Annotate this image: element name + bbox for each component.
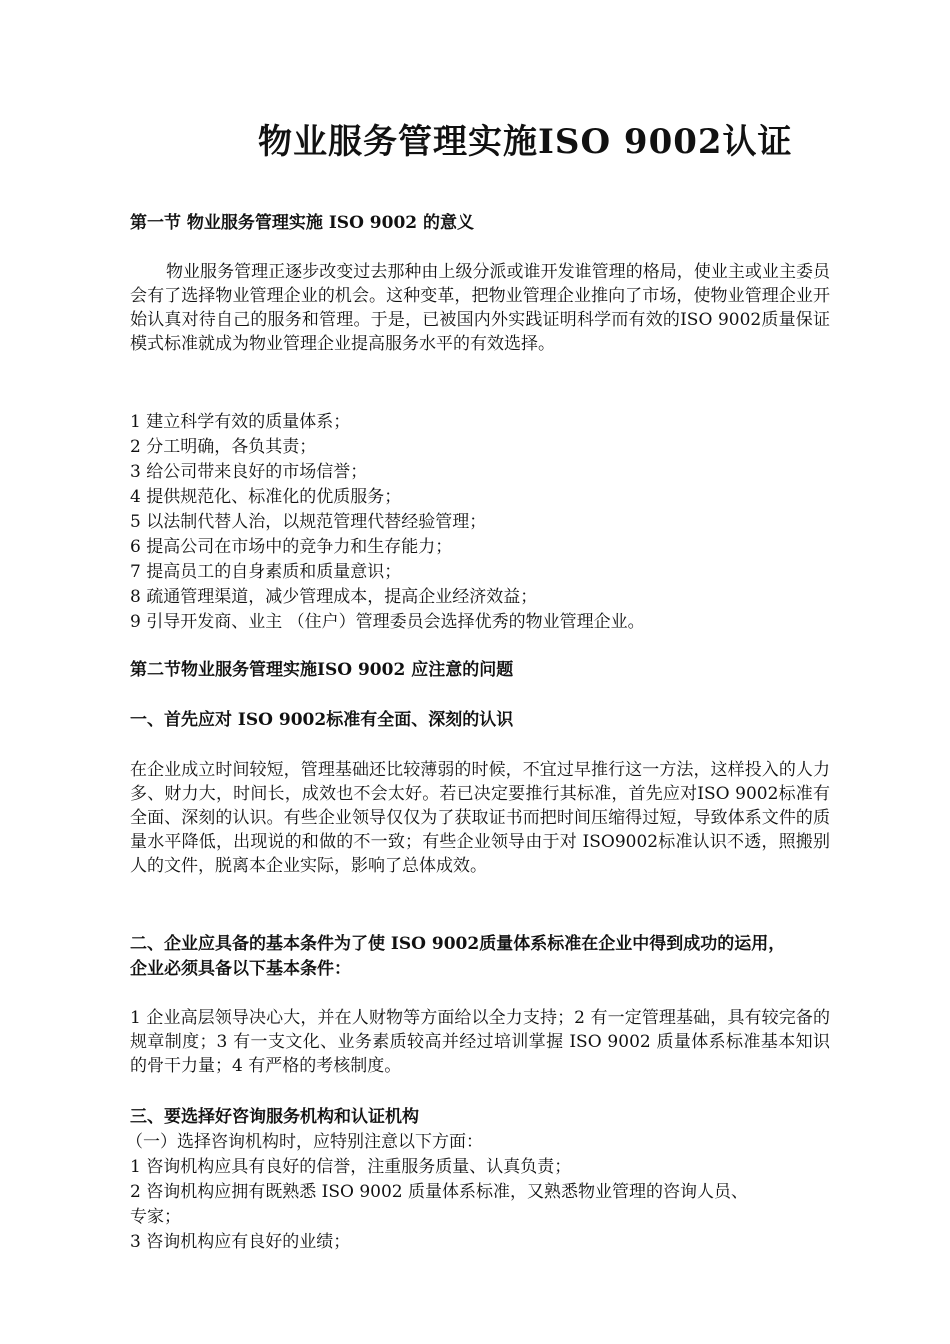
list-item: （一）选择咨询机构时，应特别注意以下方面： — [126, 1132, 483, 1152]
list-item: 1 咨询机构应具有良好的信誉，注重服务质量、认真负责； — [130, 1157, 572, 1177]
subsection2-text: 1 企业高层领导决心大，并在人财物等方面给以全力支持；2 有一定管理基础，具有较完备的规章制度；3 有一支文化、业务素质较高并经过培训掌握 ISO 9002 质量体系标准基本知识的骨干力量；4 有严格的考核制度。 — [130, 1008, 830, 1076]
list-item: 2 分工明确，各负其责； — [130, 437, 317, 457]
subsection3-heading: 三、要选择好咨询服务机构和认证机构 — [130, 1107, 419, 1127]
list-item: 6 提高公司在市场中的竞争力和生存能力； — [130, 537, 453, 557]
list-item: 专家； — [130, 1207, 181, 1227]
list-item: 1 建立科学有效的质量体系； — [130, 412, 351, 432]
subsection1-text: 在企业成立时间较短，管理基础还比较薄弱的时候，不宜过早推行这一方法，这样投入的人力多、财力大，时间长，成效也不会太好。若已决定要推行其标准，首先应对ISO 9002标准有全面、深刻的认识。有些企业领导仅仅为了获取证书而把时间压缩得过短，导致体系文件的质量水平降低，出现说的和做的不一致；有些企业领导由于对 ISO9002标准认识不透，照搬别人的文件，脱离本企业实际，影响了总体成效。 — [130, 760, 830, 876]
list-item: 3 咨询机构应有良好的业绩； — [130, 1232, 351, 1252]
list-item: 2 咨询机构应拥有既熟悉 ISO 9002 质量体系标准，又熟悉物业管理的咨询人员、 — [130, 1182, 748, 1202]
document-title: 物业服务管理实施ISO 9002认证 — [258, 122, 793, 162]
list-item: 9 引导开发商、业主 （住户）管理委员会选择优秀的物业管理企业。 — [130, 612, 645, 632]
list-item: 4 提供规范化、标准化的优质服务； — [130, 487, 402, 507]
subsection1-heading: 一、首先应对 ISO 9002标准有全面、深刻的认识 — [130, 710, 514, 730]
list-item: 7 提高员工的自身素质和质量意识； — [130, 562, 402, 582]
list-item: 3 给公司带来良好的市场信誉； — [130, 462, 368, 482]
section1-intro: 物业服务管理正逐步改变过去那种由上级分派或谁开发谁管理的格局，使业主或业主委员会有了选择物业管理企业的机会。这种变革，把物业管理企业推向了市场，使物业管理企业开始认真对待自己的服务和管理。于是，已被国内外实践证明科学而有效的ISO 9002质量保证模式标准就成为物业管理企业提高服务水平的有效选择。 — [130, 262, 830, 354]
subsection2-heading-line2: 企业必须具备以下基本条件： — [130, 959, 351, 979]
list-item: 8 疏通管理渠道，减少管理成本，提高企业经济效益； — [130, 587, 538, 607]
section2-heading: 第二节物业服务管理实施ISO 9002 应注意的问题 — [130, 660, 514, 680]
list-item: 5 以法制代替人治，以规范管理代替经验管理； — [130, 512, 487, 532]
section1-heading: 第一节 物业服务管理实施 ISO 9002 的意义 — [130, 213, 475, 233]
subsection2-heading-line1: 二、企业应具备的基本条件为了使 ISO 9002质量体系标准在企业中得到成功的运用， — [130, 934, 786, 954]
